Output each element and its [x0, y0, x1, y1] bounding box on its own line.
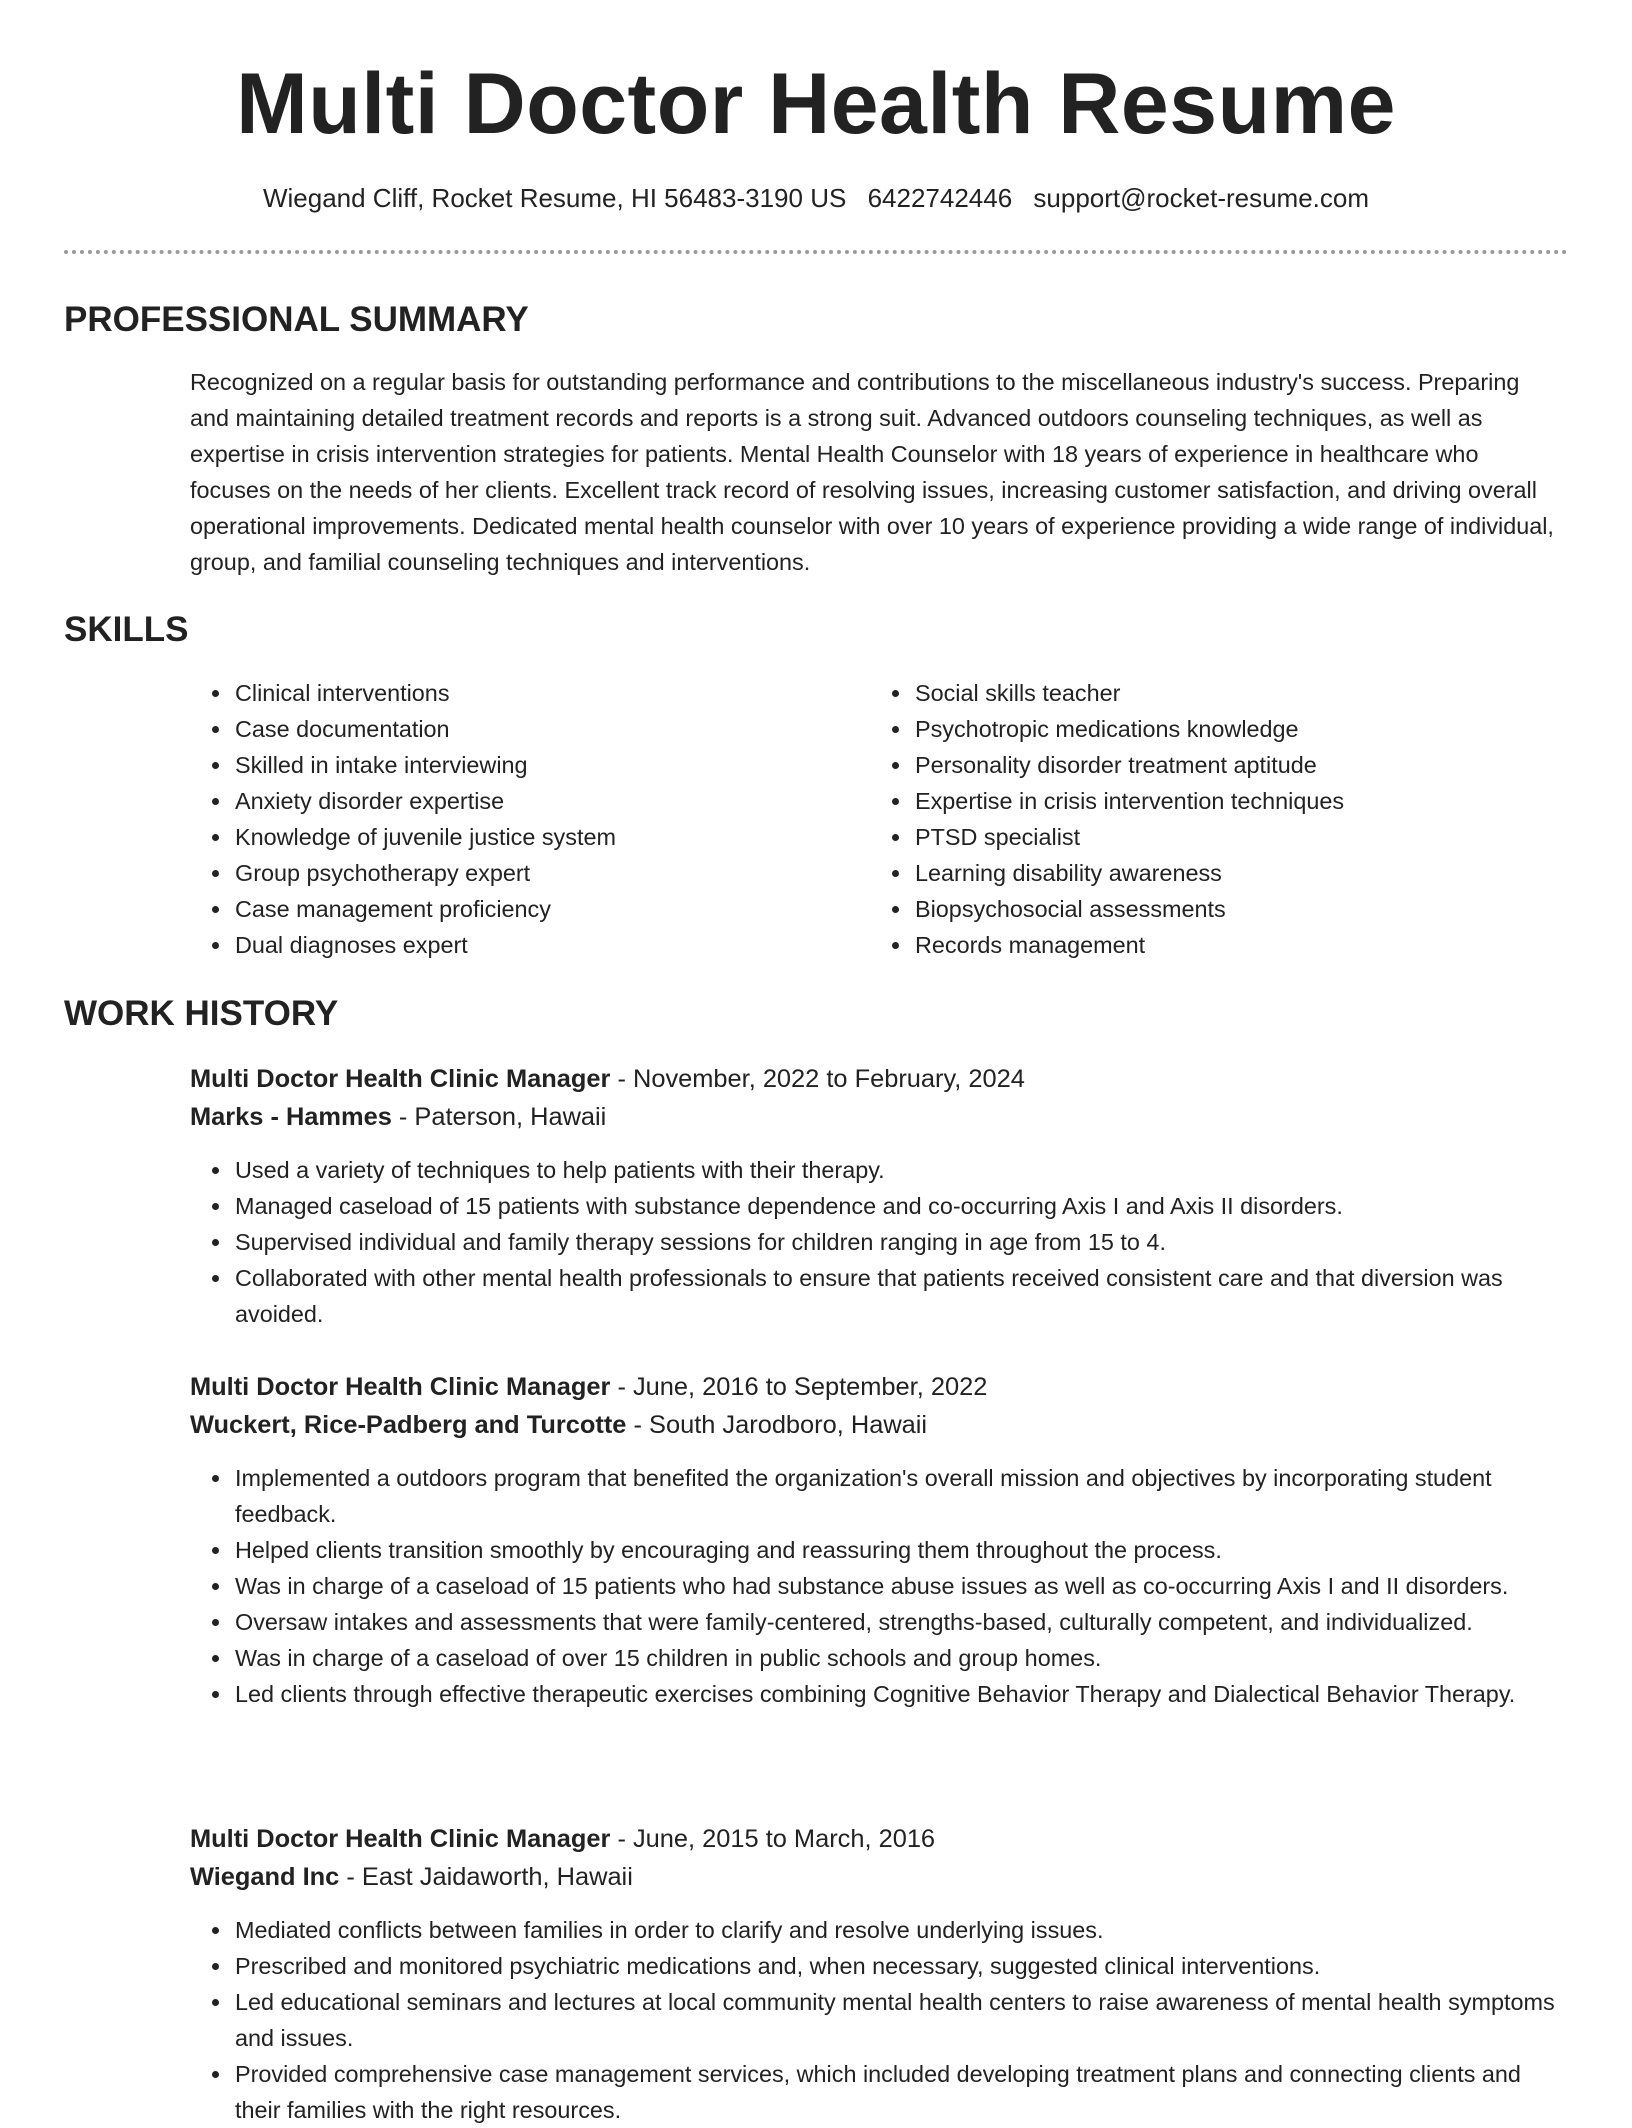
- job-entry: [190, 1060, 1562, 1332]
- job-bullet: • Supervised individual and family therapy sessions for children ranging in age from 15 to 4.: [233, 1224, 1562, 1260]
- skill-item: • Biopsychosocial assessments: [913, 891, 1550, 927]
- skill-item: • Group psychotherapy expert: [233, 855, 870, 891]
- skill-item: • Knowledge of juvenile justice system: [233, 819, 870, 855]
- skill-item: • Learning disability awareness: [913, 855, 1550, 891]
- job-location: South Jarodboro, Hawaii: [649, 1411, 928, 1439]
- skill-item: • Clinical interventions: [233, 675, 870, 711]
- skill-item: • Case documentation: [233, 711, 870, 747]
- contact-phone[interactable]: 6422742446: [867, 183, 1013, 213]
- skills-heading: SKILLS: [64, 610, 189, 649]
- job-role-line: Multi Doctor Health Clinic Manager - November, 2022 to February, 2024: [190, 1065, 1025, 1093]
- summary-text: Recognized on a regular basis for outstanding performance and contributions to the miscellaneous industry's success. Preparing and maintaining detailed treatment records and reports is a strong suit. Advanced outdoors counseling techniques, as well as expertise in crisis intervention strategies for patients. Mental Health Counselor with 18 years of experience in healthcare who focuses on the needs of her clients. Excellent track record of resolving issues, increasing customer satisfaction, and driving overall operational improvements. Dedicated mental health counselor with over 10 years of experience providing a wide range of individual, group, and familial counseling techniques and interventions.: [190, 369, 1554, 575]
- skills-column-right: [870, 675, 1550, 963]
- job-entry: [190, 1820, 1562, 2128]
- job-bullet: • Oversaw intakes and assessments that were family-centered, strengths-based, culturally competent, and individualized.: [233, 1604, 1562, 1640]
- job-bullet: • Led educational seminars and lectures at local community mental health centers to raise awareness of mental health symptoms and issues.: [233, 1984, 1562, 2056]
- job-dates: June, 2016 to September, 2022: [632, 1373, 988, 1401]
- job-company: Wuckert, Rice-Padberg and Turcotte: [190, 1411, 627, 1439]
- job-bullets: [190, 1460, 1562, 1712]
- skill-item: • Records management: [913, 927, 1550, 963]
- job-role-line: Multi Doctor Health Clinic Manager - June, 2016 to September, 2022: [190, 1373, 988, 1401]
- skills-column-left: [190, 675, 870, 963]
- job-bullets: [190, 1912, 1562, 2128]
- job-bullets: [190, 1152, 1562, 1332]
- job-bullet: • Mediated conflicts between families in order to clarify and resolve underlying issues.: [233, 1912, 1562, 1948]
- job-company: Wiegand Inc: [190, 1863, 340, 1891]
- skill-item: • Expertise in crisis intervention techniques: [913, 783, 1550, 819]
- contact-line: [0, 180, 1632, 216]
- job-role: Multi Doctor Health Clinic Manager: [190, 1825, 611, 1853]
- job-role: Multi Doctor Health Clinic Manager: [190, 1065, 611, 1093]
- skill-item: • Personality disorder treatment aptitude: [913, 747, 1550, 783]
- contact-address: Wiegand Cliff, Rocket Resume, HI 56483-3190 US: [262, 183, 847, 213]
- job-bullet: • Used a variety of techniques to help patients with their therapy.: [233, 1152, 1562, 1188]
- skill-item: • PTSD specialist: [913, 819, 1550, 855]
- skill-item: • Psychotropic medications knowledge: [913, 711, 1550, 747]
- job-role-line: Multi Doctor Health Clinic Manager - June, 2015 to March, 2016: [190, 1825, 936, 1853]
- job-bullet: • Provided comprehensive case management services, which included developing treatment plans and connecting clients and their families with the right resources.: [233, 2056, 1562, 2128]
- contact-email[interactable]: support@rocket-resume.com: [1033, 183, 1370, 213]
- job-bullet: • Prescribed and monitored psychiatric medications and, when necessary, suggested clinical interventions.: [233, 1948, 1562, 1984]
- job-bullet: • Collaborated with other mental health professionals to ensure that patients received consistent care and that diversion was avoided.: [233, 1260, 1562, 1332]
- skill-item: • Case management proficiency: [233, 891, 870, 927]
- job-company-line: Wiegand Inc - East Jaidaworth, Hawaii: [190, 1863, 633, 1891]
- skill-item: • Dual diagnoses expert: [233, 927, 870, 963]
- work-history-heading: WORK HISTORY: [64, 994, 339, 1033]
- job-bullet: • Was in charge of a caseload of over 15 children in public schools and group homes.: [233, 1640, 1562, 1676]
- job-entry: [190, 1368, 1562, 1712]
- skill-item: • Skilled in intake interviewing: [233, 747, 870, 783]
- job-bullet: • Helped clients transition smoothly by encouraging and reassuring them throughout the process.: [233, 1532, 1562, 1568]
- skills-list: [190, 675, 1560, 963]
- job-dates: June, 2015 to March, 2016: [632, 1825, 936, 1853]
- job-bullet: • Managed caseload of 15 patients with substance dependence and co-occurring Axis I and Axis II disorders.: [233, 1188, 1562, 1224]
- header-divider: [64, 250, 1568, 254]
- job-bullet: • Implemented a outdoors program that benefited the organization's overall mission and objectives by incorporating student feedback.: [233, 1460, 1562, 1532]
- skill-item: • Social skills teacher: [913, 675, 1550, 711]
- job-company-line: Marks - Hammes - Paterson, Hawaii: [190, 1103, 607, 1131]
- summary-heading: PROFESSIONAL SUMMARY: [64, 300, 529, 339]
- job-role: Multi Doctor Health Clinic Manager: [190, 1373, 611, 1401]
- job-company: Marks - Hammes: [190, 1103, 392, 1131]
- job-dates: November, 2022 to February, 2024: [632, 1065, 1025, 1093]
- skill-item: • Anxiety disorder expertise: [233, 783, 870, 819]
- job-company-line: Wuckert, Rice-Padberg and Turcotte - South Jarodboro, Hawaii: [190, 1411, 928, 1439]
- job-bullet: • Led clients through effective therapeutic exercises combining Cognitive Behavior Therapy and Dialectical Behavior Therapy.: [233, 1676, 1562, 1712]
- job-bullet: • Was in charge of a caseload of 15 patients who had substance abuse issues as well as co-occurring Axis I and II disorders.: [233, 1568, 1562, 1604]
- job-location: Paterson, Hawaii: [414, 1103, 607, 1131]
- resume-title: Multi Doctor Health Resume: [236, 56, 1396, 152]
- job-location: East Jaidaworth, Hawaii: [361, 1863, 633, 1891]
